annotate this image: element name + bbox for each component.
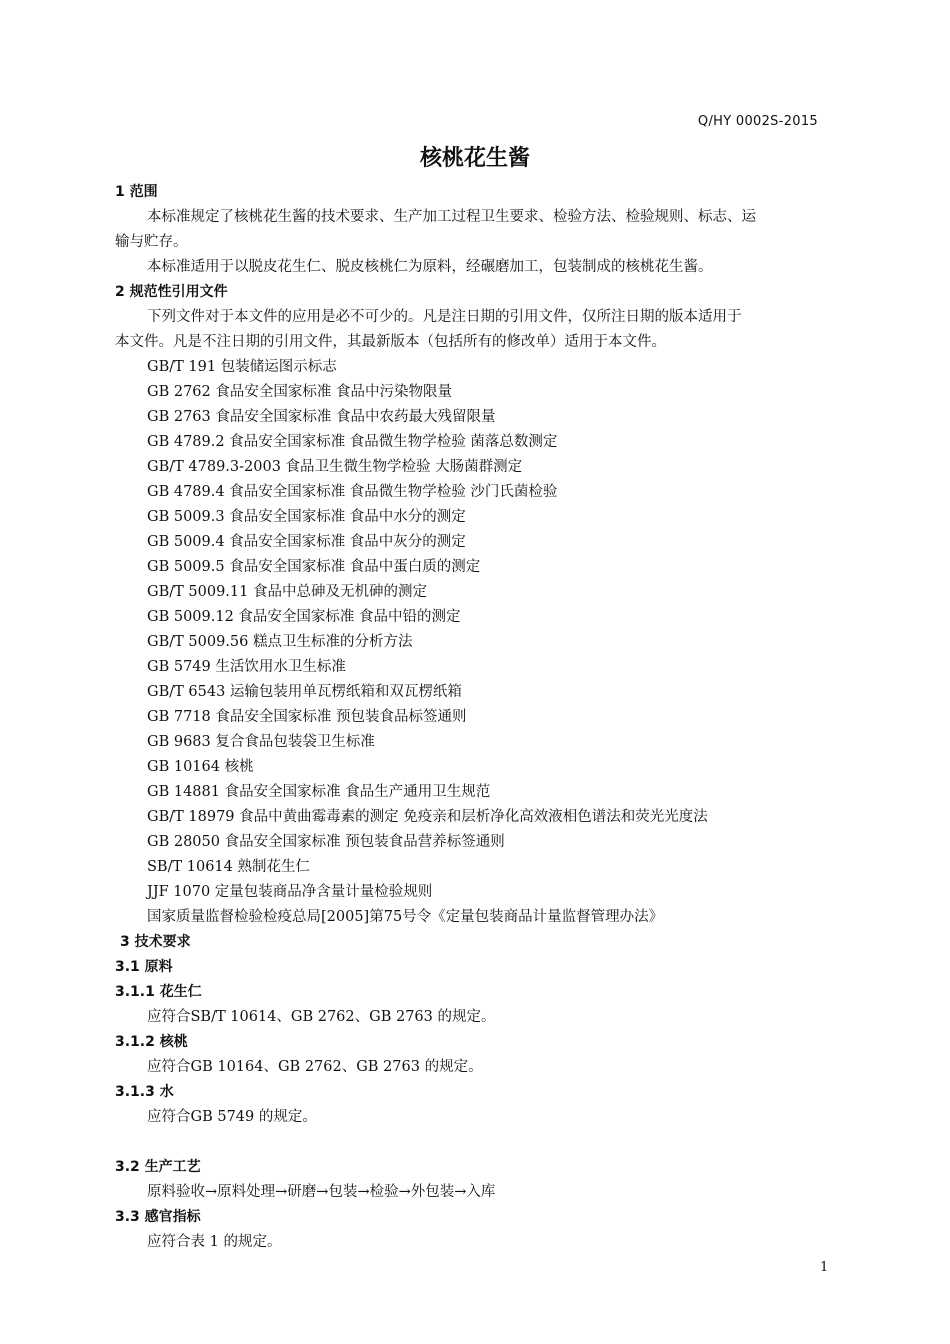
section-3-3-heading: 3.3 感官指标 bbox=[115, 1209, 201, 1225]
reference-item: GB 10164 核桃 bbox=[147, 759, 254, 775]
standard-code: Q/HY 0002S-2015 bbox=[697, 114, 818, 129]
reference-item: GB 5009.12 食品安全国家标准 食品中铅的测定 bbox=[147, 609, 461, 625]
section-1-heading: 1 范围 bbox=[115, 184, 158, 200]
section-1-paragraph-1-line-2: 输与贮存。 bbox=[115, 234, 188, 250]
reference-item: GB 2762 食品安全国家标准 食品中污染物限量 bbox=[147, 384, 452, 400]
reference-item: GB 2763 食品安全国家标准 食品中农药最大残留限量 bbox=[147, 409, 496, 425]
reference-item: GB 9683 复合食品包装袋卫生标准 bbox=[147, 734, 375, 750]
section-3-3-text: 应符合表 1 的规定。 bbox=[147, 1234, 282, 1250]
reference-item: GB/T 5009.11 食品中总砷及无机砷的测定 bbox=[147, 584, 427, 600]
reference-item: GB 7718 食品安全国家标准 预包装食品标签通则 bbox=[147, 709, 467, 725]
reference-item: SB/T 10614 熟制花生仁 bbox=[147, 859, 310, 875]
reference-item: 国家质量监督检验检疫总局[2005]第75号令《定量包装商品计量监督管理办法》 bbox=[147, 909, 664, 925]
reference-item: GB/T 18979 食品中黄曲霉毒素的测定 免疫亲和层析净化高效液相色谱法和荧光光度法 bbox=[147, 809, 708, 825]
reference-item: GB 5009.5 食品安全国家标准 食品中蛋白质的测定 bbox=[147, 559, 481, 575]
reference-item: GB 28050 食品安全国家标准 预包装食品营养标签通则 bbox=[147, 834, 505, 850]
section-2-paragraph-line-1: 下列文件对于本文件的应用是必不可少的。凡是注日期的引用文件，仅所注日期的版本适用于 bbox=[147, 309, 742, 325]
section-3-1-2-text: 应符合GB 10164、GB 2762、GB 2763 的规定。 bbox=[147, 1059, 483, 1075]
reference-item: GB 5009.4 食品安全国家标准 食品中灰分的测定 bbox=[147, 534, 466, 550]
section-1-paragraph-1-line-1: 本标准规定了核桃花生酱的技术要求、生产加工过程卫生要求、检验方法、检验规则、标志、运 bbox=[147, 209, 756, 225]
section-1-paragraph-2: 本标准适用于以脱皮花生仁、脱皮核桃仁为原料，经碾磨加工，包装制成的核桃花生酱。 bbox=[147, 259, 713, 275]
reference-item: GB 4789.4 食品安全国家标准 食品微生物学检验 沙门氏菌检验 bbox=[147, 484, 558, 500]
page-number: 1 bbox=[820, 1260, 829, 1275]
section-2-paragraph-line-2: 本文件。凡是不注日期的引用文件，其最新版本（包括所有的修改单）适用于本文件。 bbox=[115, 334, 666, 350]
section-3-2-heading: 3.2 生产工艺 bbox=[115, 1159, 201, 1175]
reference-item: GB/T 4789.3-2003 食品卫生微生物学检验 大肠菌群测定 bbox=[147, 459, 523, 475]
section-3-1-3-heading: 3.1.3 水 bbox=[115, 1084, 174, 1100]
reference-item: JJF 1070 定量包装商品净含量计量检验规则 bbox=[147, 884, 433, 900]
document-title: 核桃花生酱 bbox=[419, 146, 530, 171]
section-3-1-2-heading: 3.1.2 核桃 bbox=[115, 1034, 188, 1050]
reference-item: GB/T 191 包装储运图示标志 bbox=[147, 359, 337, 375]
section-3-1-1-text: 应符合SB/T 10614、GB 2762、GB 2763 的规定。 bbox=[147, 1009, 496, 1025]
section-3-2-text: 原料验收→原料处理→研磨→包装→检验→外包装→入库 bbox=[147, 1184, 496, 1200]
reference-item: GB 4789.2 食品安全国家标准 食品微生物学检验 菌落总数测定 bbox=[147, 434, 558, 450]
section-3-heading: 3 技术要求 bbox=[120, 934, 191, 950]
section-2-heading: 2 规范性引用文件 bbox=[115, 284, 228, 300]
reference-item: GB/T 6543 运输包装用单瓦楞纸箱和双瓦楞纸箱 bbox=[147, 684, 462, 700]
reference-item: GB 14881 食品安全国家标准 食品生产通用卫生规范 bbox=[147, 784, 491, 800]
reference-item: GB 5009.3 食品安全国家标准 食品中水分的测定 bbox=[147, 509, 466, 525]
reference-item: GB 5749 生活饮用水卫生标准 bbox=[147, 659, 346, 675]
section-3-1-3-text: 应符合GB 5749 的规定。 bbox=[147, 1109, 317, 1125]
reference-item: GB/T 5009.56 糕点卫生标准的分析方法 bbox=[147, 634, 413, 650]
section-3-1-heading: 3.1 原料 bbox=[115, 959, 173, 975]
section-3-1-1-heading: 3.1.1 花生仁 bbox=[115, 984, 202, 1000]
